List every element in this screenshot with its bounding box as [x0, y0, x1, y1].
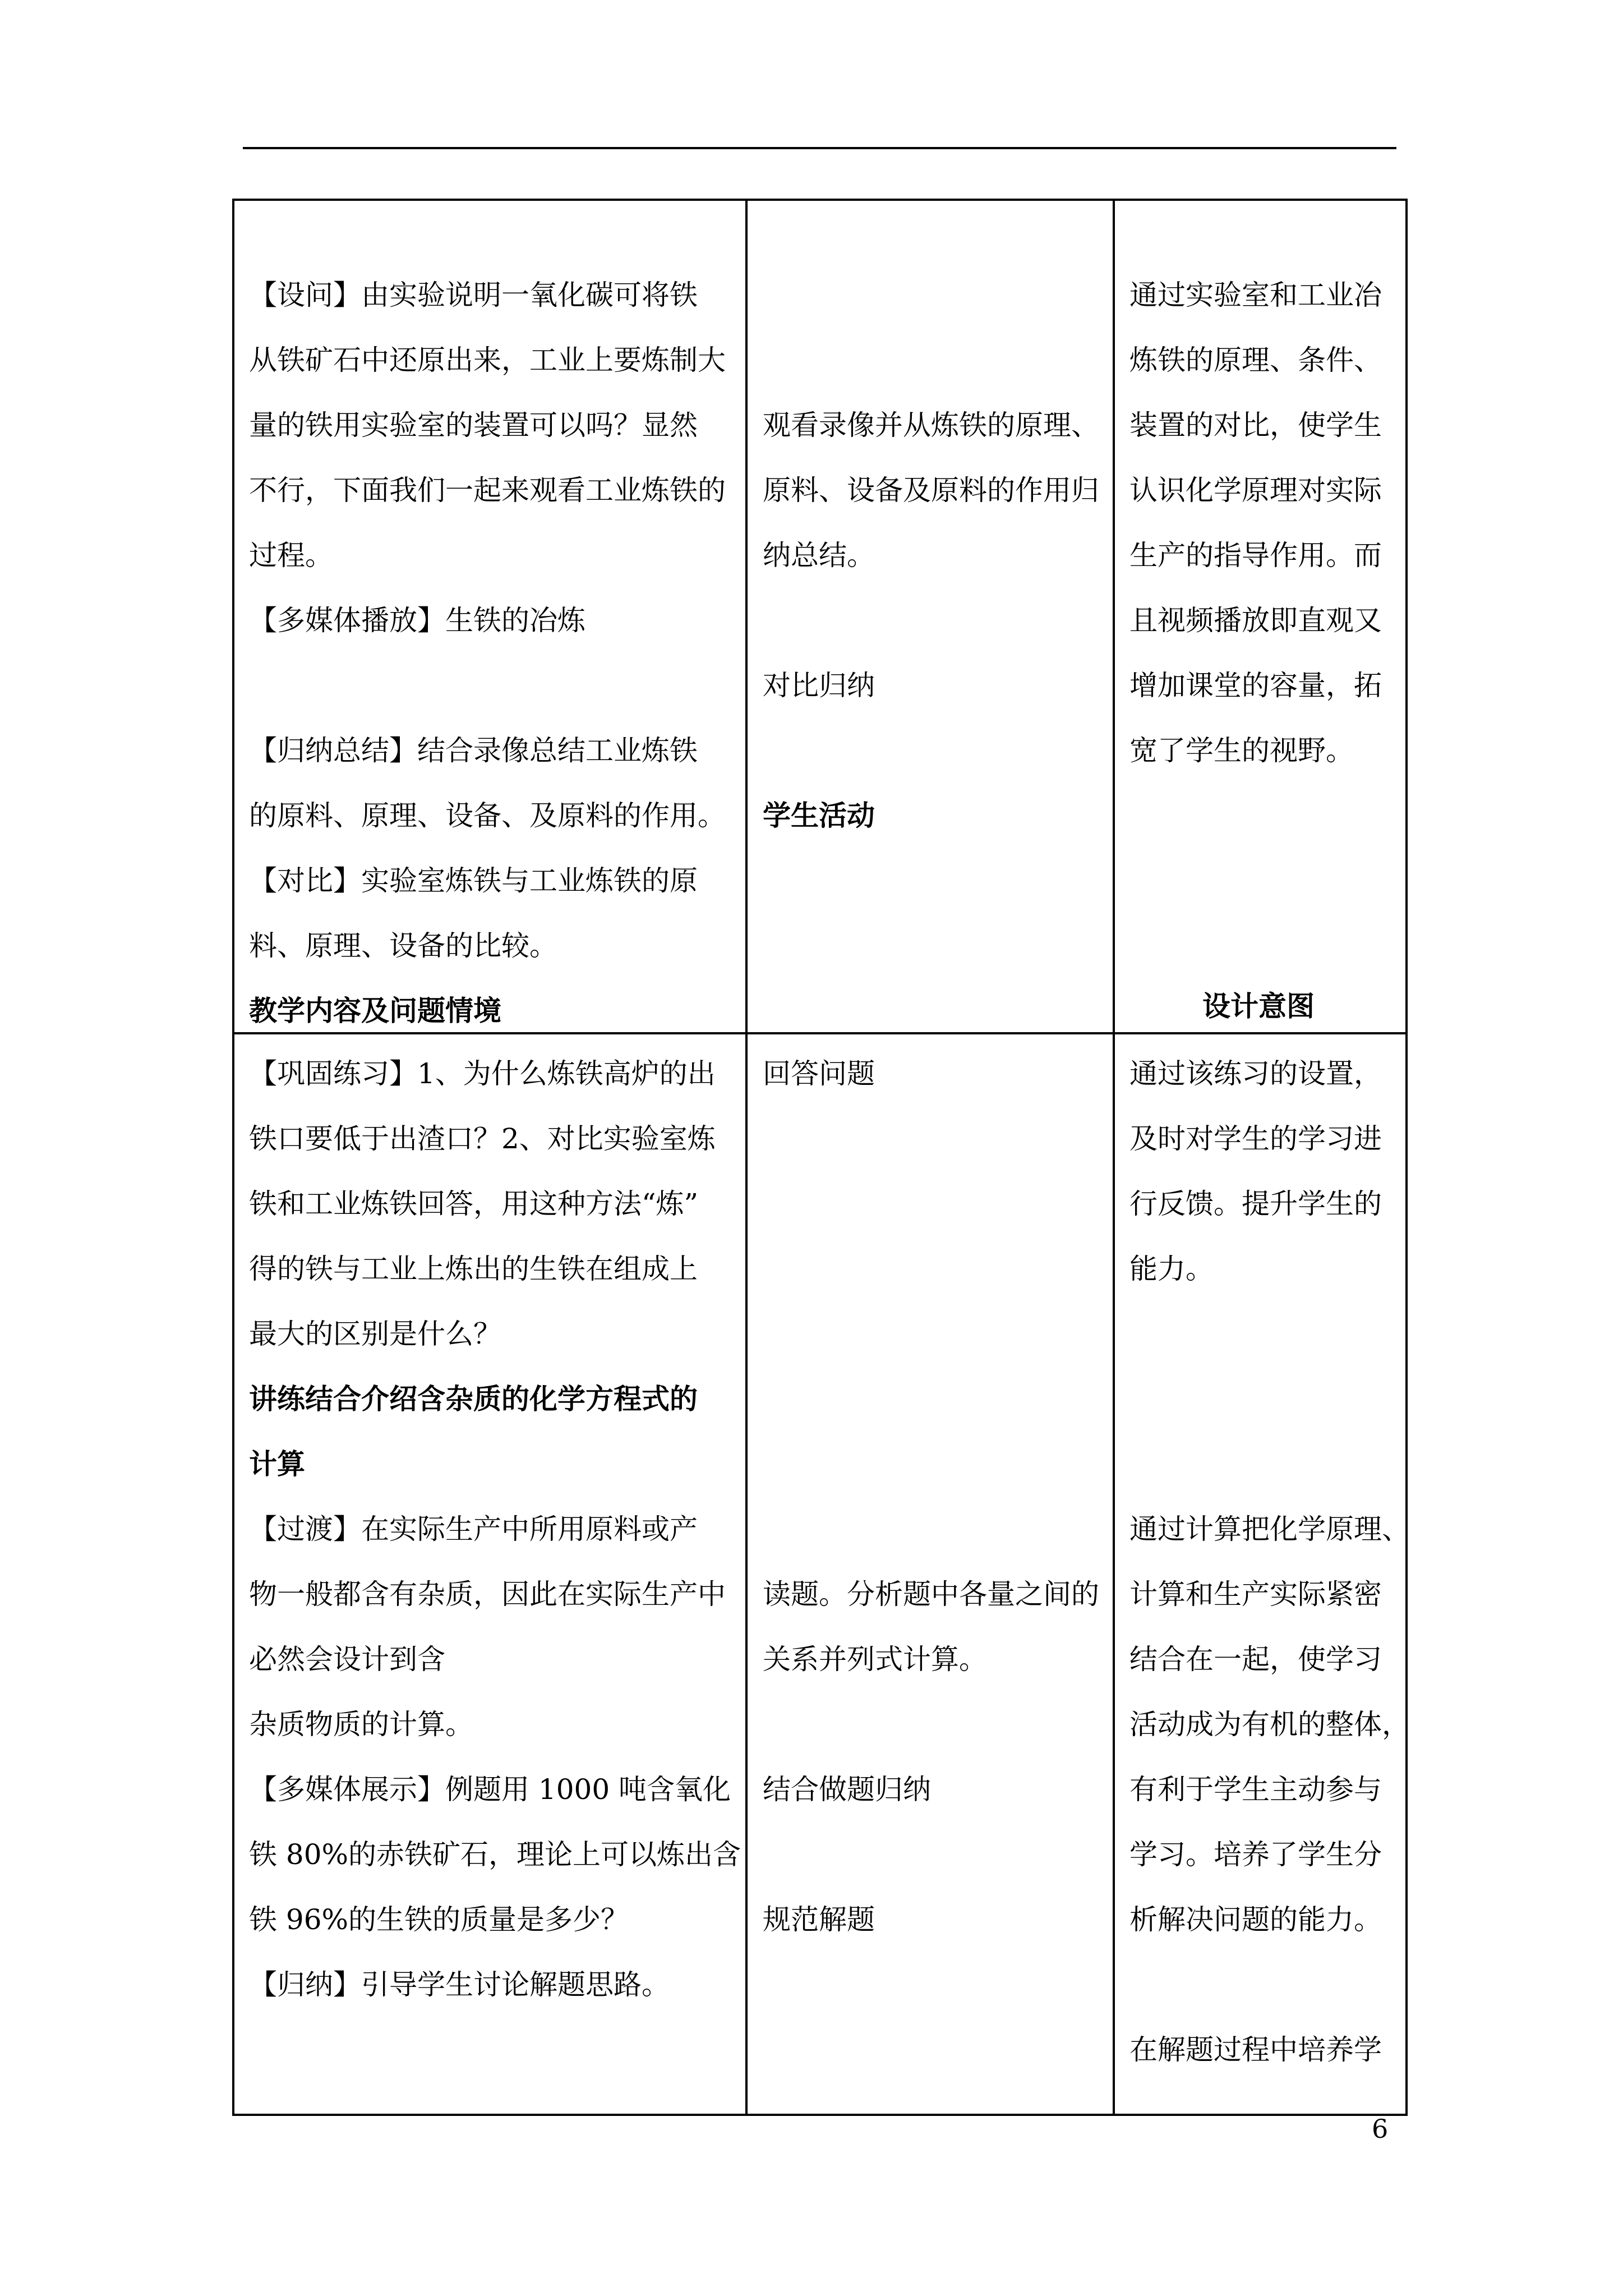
blank-line — [249, 653, 726, 718]
design-intent-cell-2b — [1129, 1497, 1410, 2082]
header-rule — [243, 147, 1396, 149]
text-line: 及时对学生的学习进 — [1129, 1122, 1382, 1155]
text-line: 认识化学原理对实际 — [1129, 474, 1382, 507]
text-line: 通过实验室和工业冶 — [1129, 279, 1382, 311]
text-line: 【过渡】在实际生产中所用原料或产 — [249, 1513, 698, 1545]
text-line: 铁 80%的赤铁矿石，理论上可以炼出含 — [249, 1838, 741, 1871]
student-activity-cell-2 — [763, 1562, 1099, 1952]
blank-line — [1129, 1952, 1410, 2017]
text-line: 能力。 — [1129, 1253, 1214, 1285]
blank-line — [763, 588, 1099, 653]
text-line: 【巩固练习】1、为什么炼铁高炉的出 — [249, 1057, 716, 1090]
teaching-content-cell-1 — [249, 263, 726, 1043]
design-intent-cell-2a — [1129, 1041, 1382, 1301]
text-line: 铁和工业炼铁回答，用这种方法“炼” — [249, 1188, 699, 1220]
text-line: 关系并列式计算。 — [763, 1643, 987, 1676]
blank-line — [763, 718, 1099, 783]
text-line: 且视频播放即直观又 — [1129, 604, 1382, 637]
text-line: 【对比】实验室炼铁与工业炼铁的原 — [249, 864, 698, 897]
text-line: 必然会设计到含 — [249, 1643, 445, 1676]
text-line: 铁口要低于出渣口？2、对比实验室炼 — [249, 1122, 716, 1155]
text-line: 纳总结。 — [763, 539, 875, 572]
text-line: 析解决问题的能力。 — [1129, 1903, 1382, 1936]
column-divider-1 — [745, 199, 748, 2116]
text-line: 装置的对比，使学生 — [1129, 409, 1382, 441]
text-line: 读题。分析题中各量之间的 — [763, 1578, 1099, 1611]
text-line: 规范解题 — [763, 1903, 875, 1936]
text-line: 得的铁与工业上炼出的生铁在组成上 — [249, 1253, 698, 1285]
design-intent-cell-1 — [1129, 263, 1382, 783]
text-line: 增加课堂的容量，拓 — [1129, 669, 1382, 702]
text-line: 料、原理、设备的比较。 — [249, 930, 557, 962]
text-line: 行反馈。提升学生的 — [1129, 1188, 1382, 1220]
text-line: 【归纳总结】结合录像总结工业炼铁 — [249, 734, 698, 767]
text-line: 计算和生产实际紧密 — [1129, 1578, 1382, 1611]
text-line: 不行，下面我们一起来观看工业炼铁的 — [249, 474, 726, 507]
text-line: 过程。 — [249, 539, 333, 572]
teaching-content-cell-2 — [249, 1041, 741, 2017]
column-header-design-intent: 设计意图 — [1202, 990, 1315, 1023]
text-line: 【设问】由实验说明一氧化碳可将铁 — [249, 279, 698, 311]
page-number: 6 — [1372, 2114, 1389, 2144]
text-line: 在解题过程中培养学 — [1129, 2033, 1382, 2066]
text-line: 结合在一起，使学习 — [1129, 1643, 1382, 1676]
text-line: 【多媒体播放】生铁的冶炼 — [249, 604, 585, 637]
text-line: 生产的指导作用。而 — [1129, 539, 1382, 572]
text-line: 铁 96%的生铁的质量是多少？ — [249, 1903, 629, 1936]
column-header-teaching-content: 教学内容及问题情境 — [249, 994, 501, 1027]
blank-line — [763, 1692, 1099, 1757]
text-line: 杂质物质的计算。 — [249, 1708, 473, 1741]
text-line: 最大的区别是什么？ — [249, 1318, 501, 1350]
text-line: 通过计算把化学原理、 — [1129, 1513, 1410, 1545]
text-line: 从铁矿石中还原出来，工业上要炼制大 — [249, 344, 726, 376]
text-line: 活动成为有机的整体， — [1129, 1708, 1410, 1741]
text-line: 学习。培养了学生分 — [1129, 1838, 1382, 1871]
student-activity-answer: 回答问题 — [763, 1057, 875, 1090]
text-line: 【归纳】引导学生讨论解题思路。 — [249, 1968, 670, 2001]
section-heading: 计算 — [249, 1447, 305, 1480]
text-line: 【多媒体展示】例题用 1000 吨含氧化 — [249, 1773, 731, 1806]
text-line: 宽了学生的视野。 — [1129, 734, 1354, 767]
column-header-student-activity: 学生活动 — [763, 799, 875, 832]
section-heading: 讲练结合介绍含杂质的化学方程式的 — [249, 1382, 698, 1415]
text-line: 通过该练习的设置， — [1129, 1057, 1382, 1090]
text-line: 炼铁的原理、条件、 — [1129, 344, 1382, 376]
text-line: 对比归纳 — [763, 669, 875, 702]
text-line: 物一般都含有杂质，因此在实际生产中 — [249, 1578, 726, 1611]
text-line: 结合做题归纳 — [763, 1773, 931, 1806]
student-activity-cell-1 — [763, 393, 1099, 848]
text-line: 有利于学生主动参与 — [1129, 1773, 1382, 1806]
blank-line — [763, 1822, 1099, 1887]
text-line: 原料、设备及原料的作用归 — [763, 474, 1099, 507]
text-line: 的原料、原理、设备、及原料的作用。 — [249, 799, 726, 832]
text-line: 观看录像并从炼铁的原理、 — [763, 409, 1099, 441]
text-line: 量的铁用实验室的装置可以吗？显然 — [249, 409, 698, 441]
column-divider-2 — [1113, 199, 1115, 2116]
